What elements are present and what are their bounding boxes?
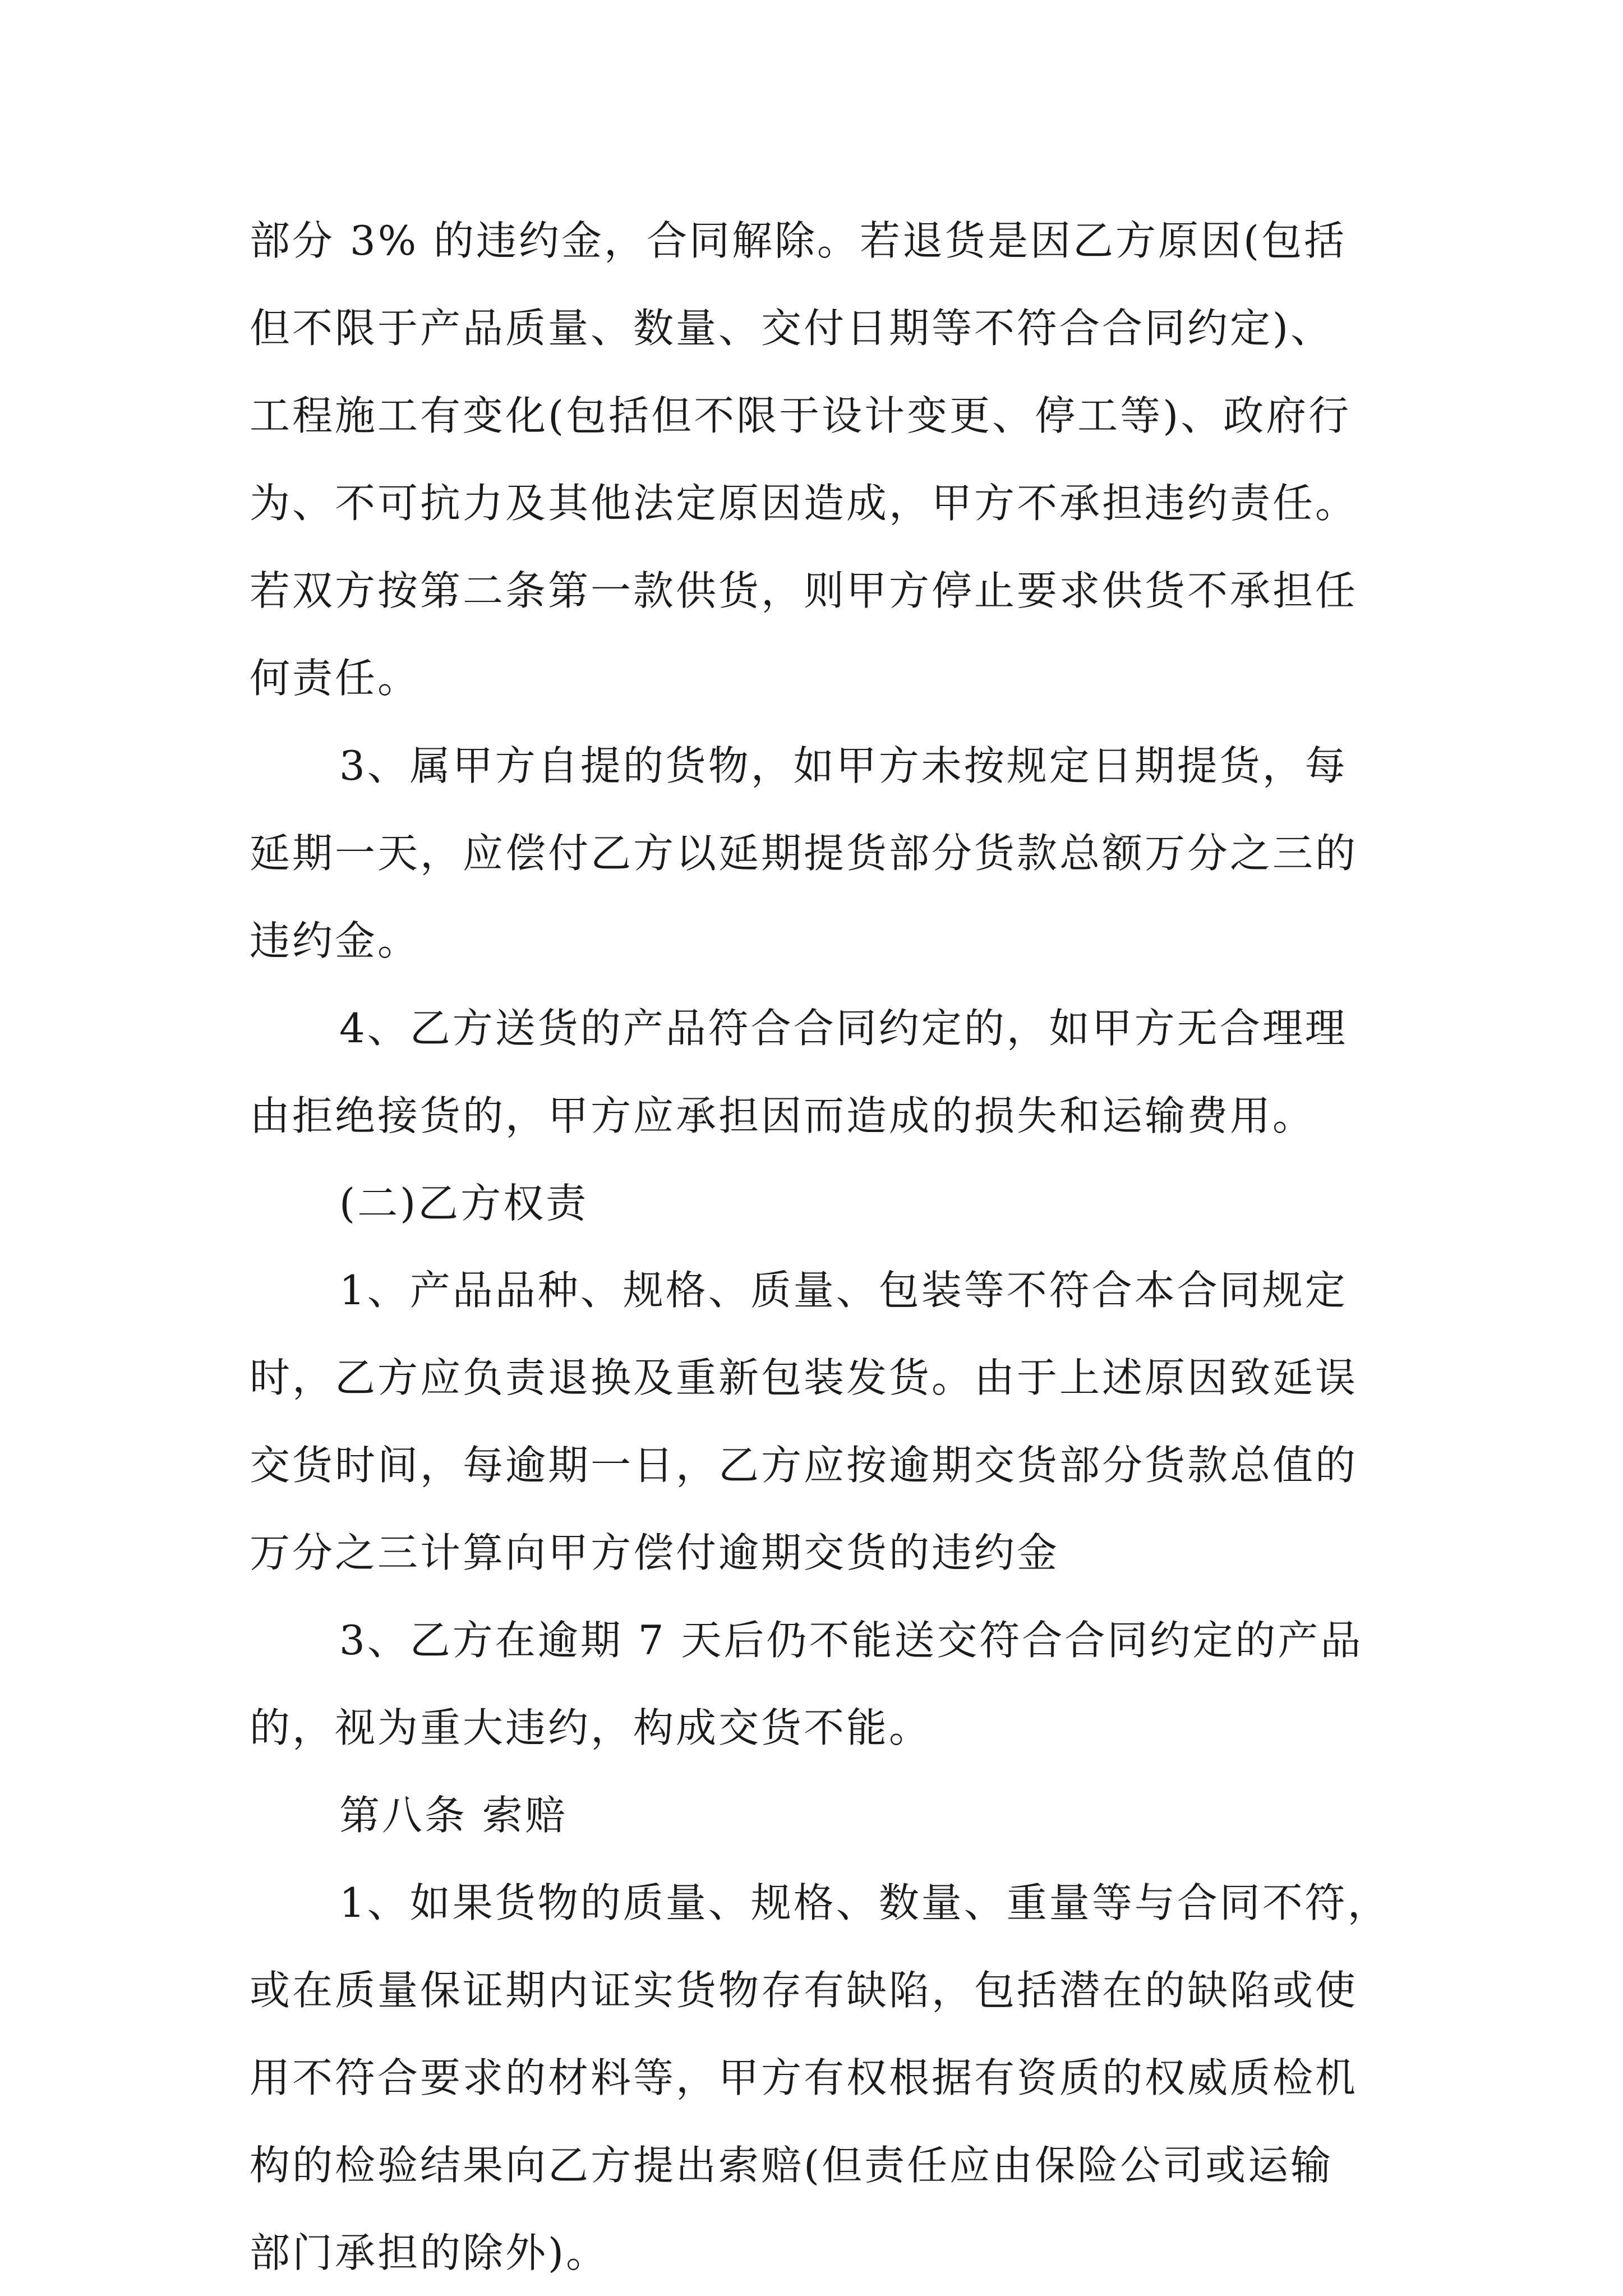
text-line: 交货时间，每逾期一日，乙方应按逾期交货部分货款总值的: [250, 1442, 1358, 1489]
text-line: 3、属甲方自提的货物，如甲方未按规定日期提货，每: [339, 742, 1348, 789]
text-line: 工程施工有变化(包括但不限于设计变更、停工等)、政府行: [250, 392, 1352, 439]
text-line: 1、如果货物的质量、规格、数量、重量等与合同不符，: [339, 1879, 1390, 1926]
text-line: 构的检验结果向乙方提出索赔(但责任应由保险公司或运输: [250, 2142, 1334, 2189]
text-line: 1、产品品种、规格、质量、包装等不符合本合同规定: [339, 1267, 1348, 1314]
text-line: 时，乙方应负责退换及重新包装发货。由于上述原因致延误: [250, 1354, 1358, 1401]
text-line: 何责任。: [250, 655, 421, 702]
text-line: 3、乙方在逾期 7 天后仍不能送交符合合同约定的产品: [339, 1617, 1363, 1664]
text-line: 部门承担的除外)。: [250, 2229, 609, 2276]
text-line: 违约金。: [250, 917, 421, 964]
text-line: 为、不可抗力及其他法定原因造成，甲方不承担违约责任。: [250, 480, 1358, 527]
text-line: 或在质量保证期内证实货物存有缺陷，包括潜在的缺陷或使: [250, 1967, 1358, 2014]
text-line: 延期一天，应偿付乙方以延期提货部分货款总额万分之三的: [250, 830, 1358, 877]
text-line: 的，视为重大违约，构成交货不能。: [250, 1704, 932, 1751]
text-line: 部分 3% 的违约金，合同解除。若退货是因乙方原因(包括: [250, 217, 1347, 264]
text-line: 用不符合要求的材料等，甲方有权根据有资质的权威质检机: [250, 2054, 1358, 2101]
text-line: 万分之三计算向甲方偿付逾期交货的违约金: [250, 1529, 1060, 1576]
text-line: 但不限于产品质量、数量、交付日期等不符合合同约定)、: [250, 305, 1334, 352]
section-heading: 第八条 索赔: [339, 1792, 568, 1839]
text-line: 4、乙方送货的产品符合合同约定的，如甲方无合理理: [339, 1005, 1348, 1052]
text-line: 由拒绝接货的，甲方应承担因而造成的损失和运输费用。: [250, 1092, 1316, 1139]
text-line: (二)乙方权责: [339, 1180, 589, 1227]
text-line: 若双方按第二条第一款供货，则甲方停止要求供货不承担任: [250, 567, 1358, 614]
